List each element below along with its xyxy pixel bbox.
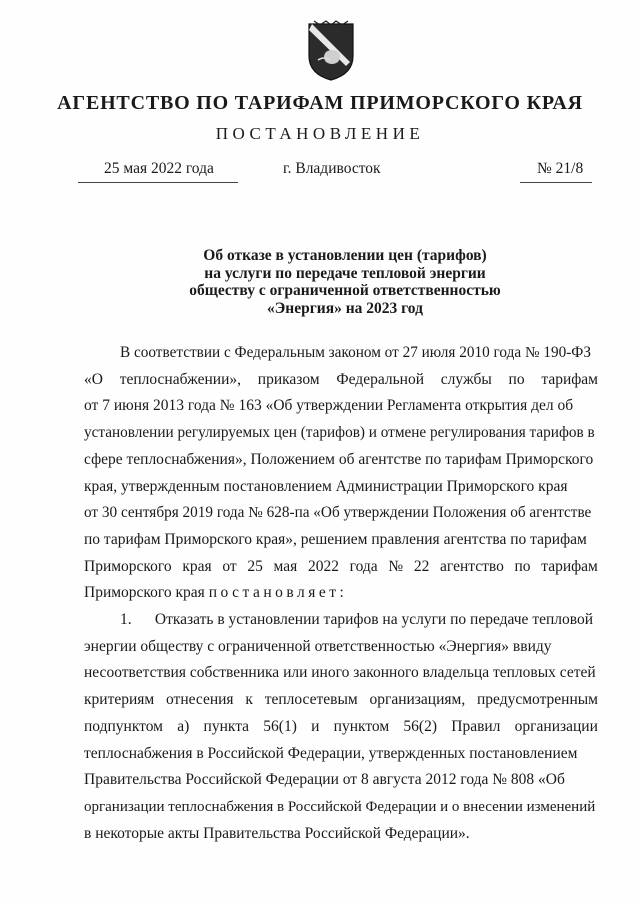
word: 56(2) [403,717,437,735]
number-underline [520,182,592,183]
word: организациям, [369,691,466,709]
word: а) [177,717,190,735]
word: 2022 [307,557,339,575]
word: мая [273,557,298,575]
word: по [508,370,525,388]
word: и [311,717,320,735]
body-line: от 7 июня 2013 года № 163 «Об утверждении Регламента открытия дел об [84,397,574,415]
word: критериям [84,691,155,709]
word: службы [440,370,492,388]
word: тарифам [541,557,598,575]
document-city: г. Владивосток [283,160,381,177]
body-line [84,687,598,714]
word: года [349,557,378,575]
word: пунктом [333,717,390,735]
body-line: по тарифам Приморского края», решением правления агентства по тарифам [84,530,587,548]
word: № [388,557,404,575]
document-body [84,340,598,847]
body-line: Правительства Российской Федерации от 8 августа 2012 года № 808 «Об [84,771,565,789]
title-line: «Энергия» на 2023 год [267,299,423,317]
body-line: теплоснабжения в Российской Федерации, утвержденных постановлением [84,744,578,762]
word: 25 [247,557,263,575]
word: организации [514,717,598,735]
body-line: края, утвержденным постановлением Администрации Приморского края [84,477,568,495]
word: предусмотренным [477,691,598,709]
title-line: на услуги по передаче тепловой энергии [204,264,486,282]
word: «О [84,370,103,388]
agency-name: АГЕНТСТВО ПО ТАРИФАМ ПРИМОРСКОГО КРАЯ [57,92,583,114]
word: агентство [440,557,504,575]
word: Приморского [84,557,172,575]
item-1-line [84,607,598,634]
word: приказом [257,370,320,388]
body-line: энергии обществу с ограниченной ответственностью «Энергия» ввиду [84,637,552,655]
body-line: от 30 сентября 2019 года № 628-па «Об утверждении Положения об агентстве [84,504,592,522]
body-line [84,367,598,394]
body-text: Приморского края [84,584,205,602]
word: теплосетевым [264,691,358,709]
body-line [84,554,598,581]
word: пункта [203,717,250,735]
resolving-word: постановляет: [208,584,348,602]
word: к [245,691,253,709]
word: Федеральной [336,370,424,388]
item-number: 1. [120,611,132,629]
word: теплоснабжении», [119,370,242,388]
body-text: Отказать в установлении тарифов на услуги по передаче тепловой [154,611,594,629]
document-date: 25 мая 2022 года [104,160,214,177]
coat-of-arms-icon [306,20,356,82]
body-line: в некоторые акты Правительства Российской Федерации». [84,824,470,842]
body-line [84,580,598,607]
word: от [222,557,237,575]
word: подпунктом [84,717,163,735]
document-number: № 21/8 [537,160,584,177]
word: Правил [451,717,501,735]
body-line: несоответствия собственника или иного законного владельца тепловых сетей [84,664,596,682]
word: тарифам [541,370,598,388]
word: края [182,557,212,575]
title-line: Об отказе в установлении цен (тарифов) [203,247,487,264]
body-line: установлении регулируемых цен (тарифов) и отмене регулирования тарифов в [84,424,595,442]
word: 22 [413,557,430,575]
word: отнесения [166,691,234,709]
body-line: В соответствии с Федеральным законом от 27 июля 2010 года № 190-ФЗ [120,344,591,361]
body-line: организации теплоснабжения в Российской Федерации и о внесении изменений [84,798,596,815]
document-title [0,247,640,317]
word: 56(1) [263,717,297,735]
word: по [514,557,531,575]
document-type: ПОСТАНОВЛЕНИЕ [215,124,425,143]
body-line [84,714,598,741]
body-line: сфере теплоснабжения», Положением об агентстве по тарифам Приморского [84,450,594,468]
title-line: обществу с ограниченной ответственностью [189,282,501,299]
date-underline [78,182,238,183]
